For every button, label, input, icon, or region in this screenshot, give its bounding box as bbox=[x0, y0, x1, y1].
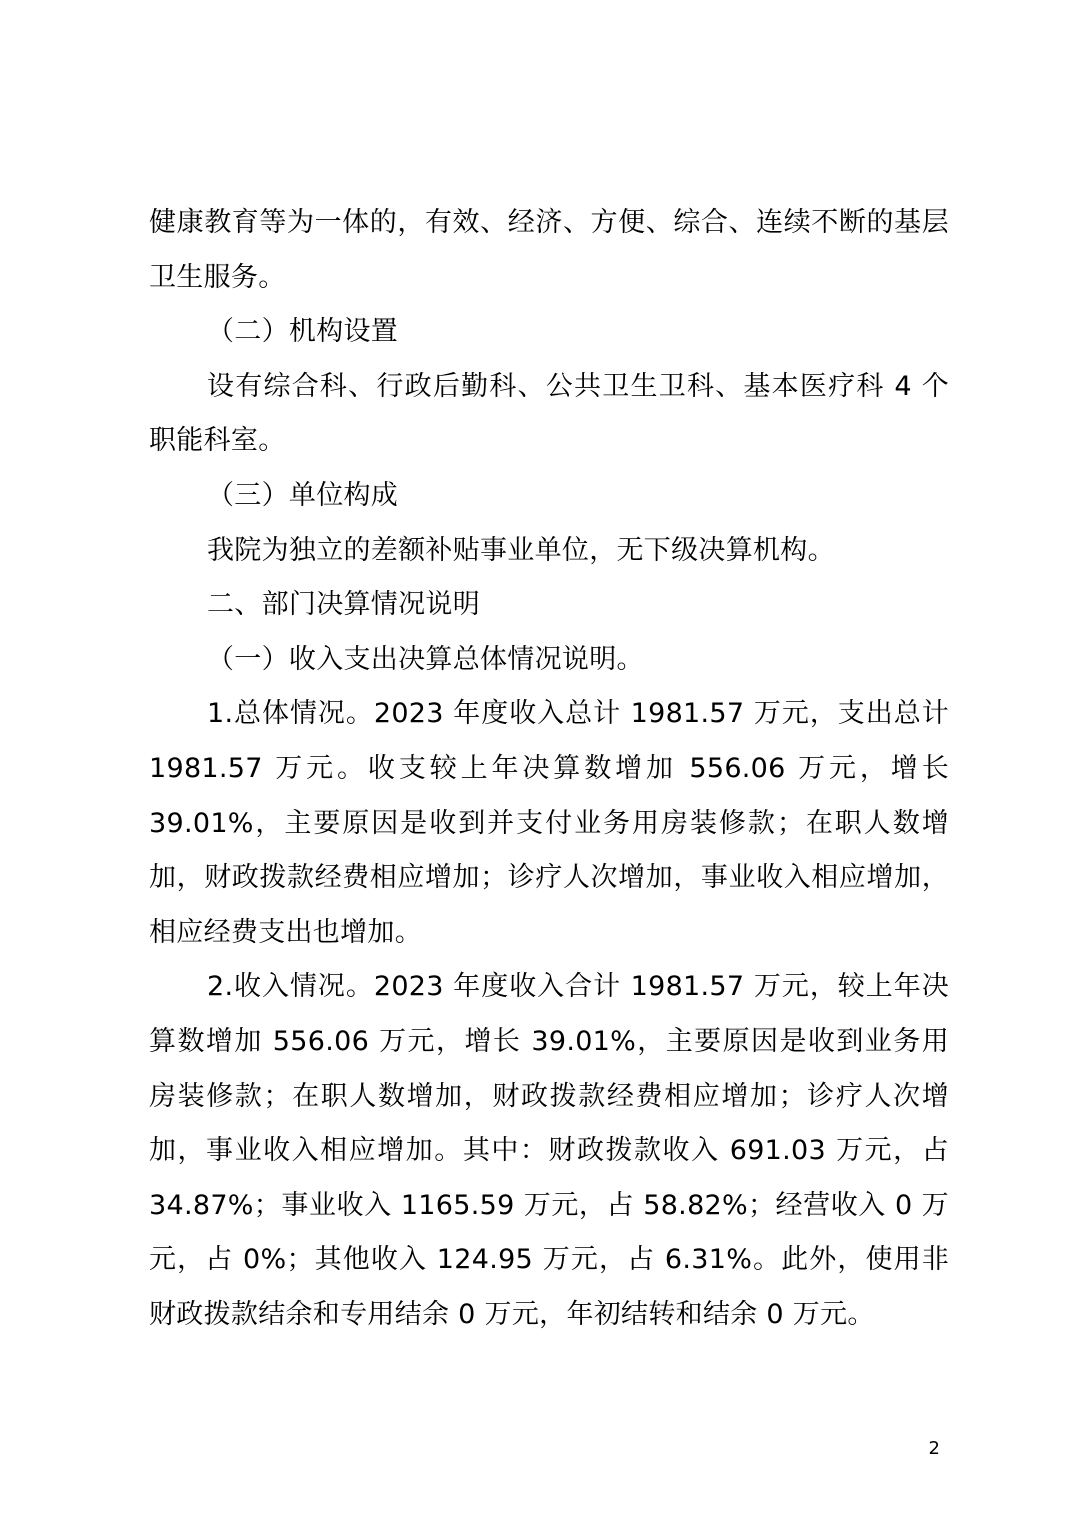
paragraph-overall-situation: 1.总体情况。2023 年度收入总计 1981.57 万元，支出总计 1981.57 万元。收支较上年决算数增加 556.06 万元，增长 39.01%，主要原因是收到并支付业务用房装修款；在职人数增加，财政拨款经费相应增加；诊疗人次增加，事业收入相应增加，相应经费支出也增加。 bbox=[149, 698, 949, 948]
page-content bbox=[149, 196, 949, 1342]
heading-final-accounts: 二、部门决算情况说明 bbox=[207, 589, 480, 621]
heading-unit-composition: （三）单位构成 bbox=[207, 479, 399, 511]
paragraph-service-continuation: 健康教育等为一体的，有效、经济、方便、综合、连续不断的基层卫生服务。 bbox=[149, 207, 949, 293]
page-number: 2 bbox=[928, 1438, 940, 1459]
paragraph-departments: 设有综合科、行政后勤科、公共卫生卫科、基本医疗科 4 个职能科室。 bbox=[149, 370, 949, 457]
heading-institution-setup: （二）机构设置 bbox=[207, 316, 399, 348]
paragraph-income-situation: 2.收入情况。2023 年度收入合计 1981.57 万元，较上年决算数增加 556.06 万元，增长 39.01%，主要原因是收到业务用房装修款；在职人数增加，财政拨款经费相应增加；诊疗人次增加，事业收入相应增加。其中：财政拨款收入 691.03 万元，占 34.87%；事业收入 1165.59 万元，占 58.82%；经营收入 0 万元，占 0%；其他收入 124.95 万元，占 6.31%。此外，使用非财政拨款结余和专用结余 0 万元，年初结转和结余 0 万元。 bbox=[149, 971, 949, 1330]
paragraph-unit-type: 我院为独立的差额补贴事业单位，无下级决算机构。 bbox=[207, 534, 835, 566]
heading-income-expenditure-overview: （一）收入支出决算总体情况说明。 bbox=[207, 643, 644, 675]
